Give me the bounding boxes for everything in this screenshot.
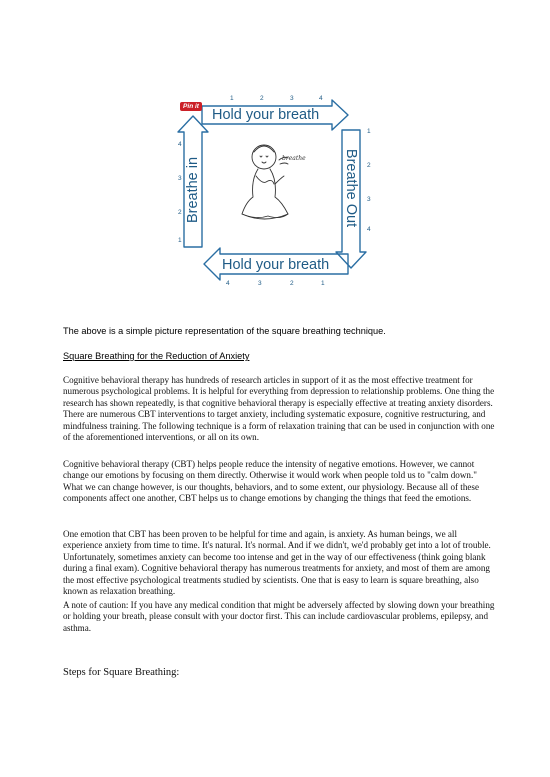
bottom-count-2: 2	[290, 280, 294, 287]
section-title: Square Breathing for the Reduction of Anxiety	[63, 351, 250, 361]
right-arrow-label: Breathe Out	[343, 148, 359, 228]
left-arrow-label: Breathe in	[185, 156, 201, 224]
bottom-count-1: 1	[321, 280, 325, 287]
top-count-2: 2	[260, 95, 264, 102]
left-count-1: 1	[178, 237, 182, 244]
pin-it-button[interactable]: Pin it	[180, 102, 202, 111]
figure-caption: The above is a simple picture representation of the square breathing technique.	[63, 326, 386, 336]
paragraph-caution: A note of caution: If you have any medical condition that might be adversely affected by slowing down your breathing or holding your breath, please consult with your doctor first. This can include cardiovascular problems, epilepsy, and asthma.	[63, 600, 495, 633]
left-count-4: 4	[178, 141, 182, 148]
right-count-3: 3	[367, 196, 371, 203]
square-breathing-diagram	[176, 92, 376, 292]
top-count-1: 1	[230, 95, 234, 102]
paragraph-emotions: Cognitive behavioral therapy (CBT) helps people reduce the intensity of negative emotions. However, we cannot change our emotions by focusing on them directly. Otherwise it would work when people told us to "calm down." What we can change however, is our thoughts, behaviors, and to some extent, our physiology. Because all of these components affect one another, CBT helps us to change emotions by changing the things that feed the emotions.	[63, 459, 479, 504]
bottom-count-3: 3	[258, 280, 262, 287]
steps-heading: Steps for Square Breathing:	[63, 667, 180, 678]
bottom-count-4: 4	[226, 280, 230, 287]
top-count-3: 3	[290, 95, 294, 102]
left-count-2: 2	[178, 209, 182, 216]
paragraph-anxiety: One emotion that CBT has been proven to be helpful for time and again, is anxiety. As human beings, we all experience anxiety from time to time. It's natural. It's normal. And if we didn't, we'd probably get into a lot of trouble. Unfortunately, sometimes anxiety can become too intense and get in the way of our effectiveness (think going blank during a final exam). Cognitive behavioral therapy has numerous treatments for anxiety, and most of them are among the most effective psychological treatments studied by scientists. One that is easy to learn is square breathing, also known as relaxation breathing.	[63, 529, 491, 597]
left-count-3: 3	[178, 175, 182, 182]
top-arrow-label: Hold your breath	[212, 107, 320, 123]
right-count-1: 1	[367, 128, 371, 135]
top-count-4: 4	[319, 95, 323, 102]
bottom-arrow-label: Hold your breath	[222, 257, 330, 273]
paragraph-intro: Cognitive behavioral therapy has hundreds of research articles in support of it as the most effective treatment for numerous psychological problems. It is helpful for everything from depression to relationship problems. One thing the research has shown repeatedly, is that cognitive behavioral therapy is especially effective at treating anxiety disorders. There are numerous CBT interventions to target anxiety, including systematic exposure, cognitive restructuring, and mindfulness training. The following technique is a form of relaxation training that can be used in conjunction with one of the aforementioned interventions, or all on its own.	[63, 375, 495, 443]
right-count-4: 4	[367, 226, 371, 233]
breathe-figure-text: breathe	[282, 155, 306, 162]
right-count-2: 2	[367, 162, 371, 169]
